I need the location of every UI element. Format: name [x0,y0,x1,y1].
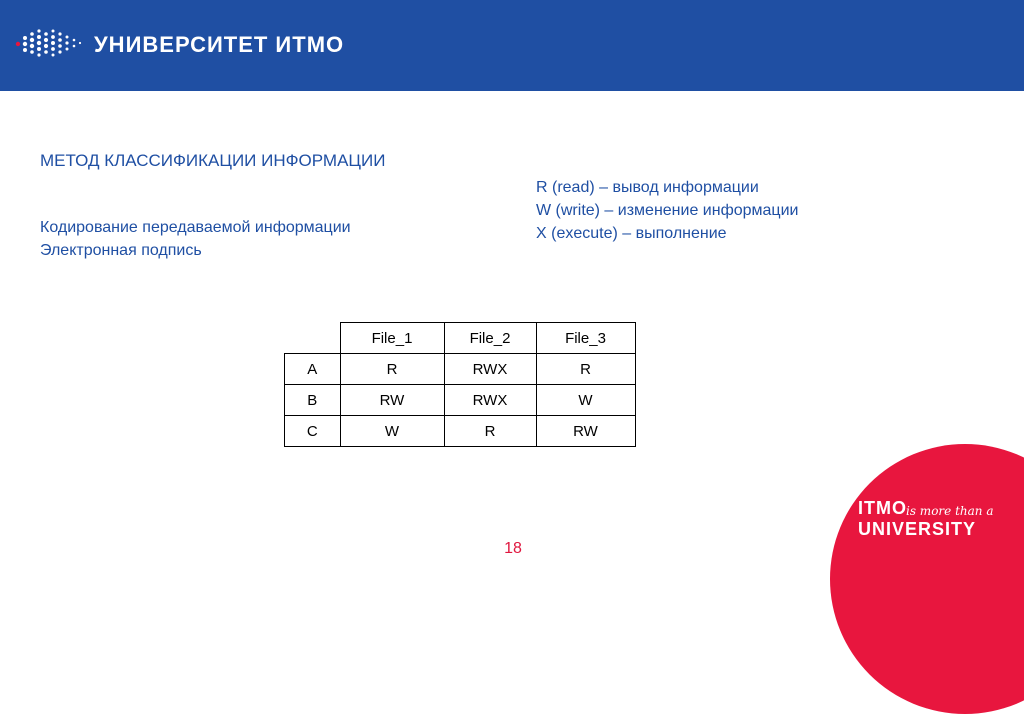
brand-itmo: ITMO [858,498,907,518]
access-matrix-table [284,322,636,447]
table-cell: RW [340,385,444,416]
table-cell: R [536,354,635,385]
table-header-cell: File_3 [536,323,635,354]
logo-text: УНИВЕРСИТЕТ ИТМО [94,32,345,57]
brand-slogan: is more than a [906,504,994,518]
table-row-label: A [285,354,341,385]
table-row-label: B [285,385,341,416]
slide-title: МЕТОД КЛАССИФИКАЦИИ ИНФОРМАЦИИ [40,151,386,170]
left-text-block [40,216,351,262]
table-corner-cell [285,323,341,354]
table-row [285,354,636,385]
table-cell: RWX [444,385,536,416]
page-number: 18 [504,540,522,557]
left-line-signature: Электронная подпись [40,242,202,259]
left-line-encoding: Кодирование передаваемой информации [40,219,351,236]
table-row [285,385,636,416]
right-line-read: R (read) – вывод информации [536,179,759,196]
brand-university: UNIVERSITY [858,519,977,539]
table-cell: RWX [444,354,536,385]
brand-circle [830,444,1024,714]
table-cell: W [340,416,444,447]
table-header-cell: File_2 [444,323,536,354]
right-text-block [536,176,798,245]
table-row [285,416,636,447]
right-line-write: W (write) – изменение информации [536,202,799,219]
table-cell: W [536,385,635,416]
table-cell: RW [536,416,635,447]
itmo-dots-logo-icon [14,26,86,62]
table-header-cell: File_1 [340,323,444,354]
right-line-execute: X (execute) – выполнение [536,225,727,242]
table-cell: R [340,354,444,385]
table-cell: R [444,416,536,447]
header-bar [0,0,1024,91]
table-header-row [285,323,636,354]
table-row-label: C [285,416,341,447]
